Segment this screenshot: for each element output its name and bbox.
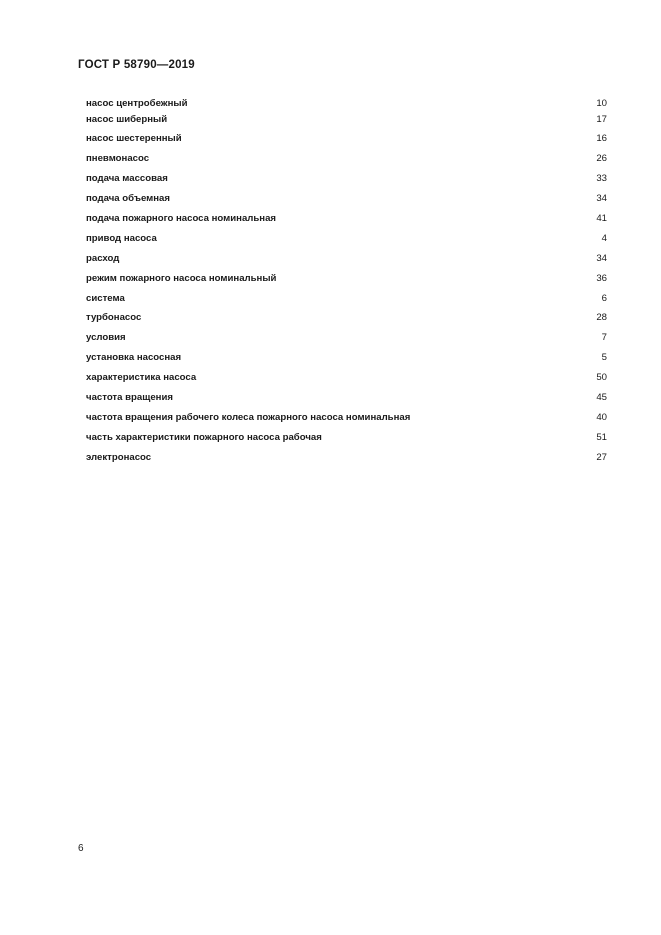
index-page-ref: 6 bbox=[601, 292, 607, 304]
index-term: подача пожарного насоса номинальная bbox=[86, 212, 277, 224]
index-term: режим пожарного насоса номинальный bbox=[86, 272, 277, 284]
document-header: ГОСТ Р 58790—2019 bbox=[78, 59, 195, 71]
index-term: часть характеристики пожарного насоса рабочая bbox=[86, 431, 322, 443]
index-entry bbox=[86, 153, 607, 173]
index-page-ref: 28 bbox=[596, 312, 607, 324]
index-entry bbox=[86, 114, 607, 134]
index-entry bbox=[86, 253, 607, 273]
index-term: характеристика насоса bbox=[86, 372, 197, 384]
index-page-ref: 26 bbox=[596, 153, 607, 165]
index-term: расход bbox=[86, 252, 120, 264]
index-page-ref: 7 bbox=[601, 332, 607, 344]
index-page-ref: 27 bbox=[596, 451, 607, 463]
index-term: условия bbox=[86, 332, 126, 344]
index-page-ref: 17 bbox=[596, 113, 607, 125]
index-entry bbox=[86, 173, 607, 193]
index-entry bbox=[86, 133, 607, 153]
index-term: установка насосная bbox=[86, 352, 182, 364]
index-entry bbox=[86, 293, 607, 313]
index-page-ref: 34 bbox=[596, 252, 607, 264]
index-entry bbox=[86, 193, 607, 213]
index-term: насос центробежный bbox=[86, 98, 188, 109]
index-page-ref: 50 bbox=[596, 372, 607, 384]
index-entry bbox=[86, 452, 607, 472]
index-page-ref: 40 bbox=[596, 411, 607, 423]
index-entry bbox=[86, 392, 607, 412]
index-term: турбонасос bbox=[86, 312, 142, 324]
page-number: 6 bbox=[78, 843, 84, 854]
index-page-ref: 45 bbox=[596, 391, 607, 403]
index-entry bbox=[86, 332, 607, 352]
index-term: электронасос bbox=[86, 451, 152, 463]
index-term: частота вращения рабочего колеса пожарного насоса номинальная bbox=[86, 411, 411, 423]
index-entry bbox=[86, 213, 607, 233]
index-page-ref: 36 bbox=[596, 272, 607, 284]
index-entry bbox=[86, 412, 607, 432]
index-term: частота вращения bbox=[86, 391, 173, 403]
index-entry bbox=[86, 98, 607, 114]
index-page-ref: 33 bbox=[596, 173, 607, 185]
index-term: пневмонасос bbox=[86, 153, 150, 165]
index-term: насос шиберный bbox=[86, 113, 168, 125]
index-entry bbox=[86, 233, 607, 253]
index-term: подача объемная bbox=[86, 193, 170, 205]
index-term: подача массовая bbox=[86, 173, 168, 185]
index-entry bbox=[86, 273, 607, 293]
index-entry bbox=[86, 312, 607, 332]
index-page-ref: 51 bbox=[596, 431, 607, 443]
index-page-ref: 10 bbox=[596, 98, 607, 109]
index-term: насос шестеренный bbox=[86, 133, 182, 145]
alphabetical-index bbox=[86, 98, 607, 472]
index-term: система bbox=[86, 292, 125, 304]
index-page-ref: 5 bbox=[601, 352, 607, 364]
index-entry bbox=[86, 352, 607, 372]
index-term: привод насоса bbox=[86, 232, 157, 244]
index-entry bbox=[86, 372, 607, 392]
index-page-ref: 41 bbox=[596, 212, 607, 224]
index-entry bbox=[86, 432, 607, 452]
index-page-ref: 34 bbox=[596, 193, 607, 205]
index-page-ref: 16 bbox=[596, 133, 607, 145]
index-page-ref: 4 bbox=[601, 232, 607, 244]
